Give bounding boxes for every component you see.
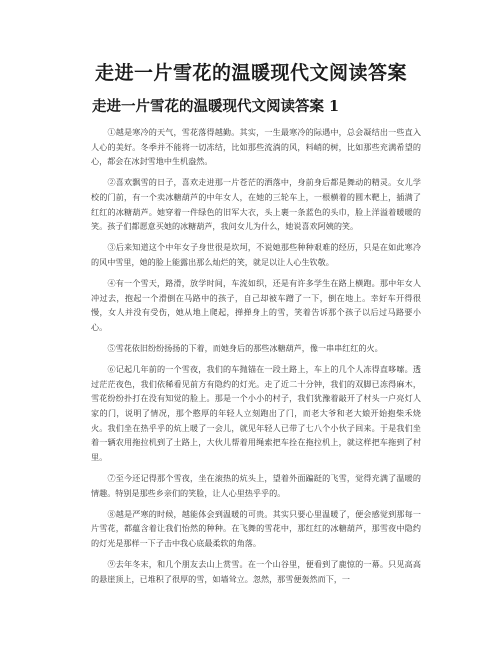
document-body: [91, 125, 421, 593]
paragraph-3: ③后来知道这个中年女子身世很是坎坷，不说她那些种种艰难的经历，只是在如此寒冷的风中雪里，她的脸上能露出那么灿烂的笑，就足以让人心生钦敬。: [91, 242, 421, 267]
paragraph-6: ⑥记起几年前的一个雪夜，我们的车抛锚在一段土路上，车上的几个人冻得直哆嗦。透过茫茫夜色，我们依稀看见前方有隐约的灯光。走了近二十分钟，我们的双脚已冻得麻木，雪花纷纷扑打在没有知觉的脸上。那是一个小小的村子，我们犹豫着敲开了村头一户亮灯人家的门，说明了情况，那个憨厚的年轻人立刻跑出了门，而老大爷和老大娘开始抱柴禾烧火。我们坐在热乎乎的炕上暖了一会儿，就见年轻人已带了七八个小伙子回来。于是我们坐着一辆农用拖拉机到了土路上，大伙儿帮着用绳索把车拴在拖拉机上，就这样把车拖到了村里。: [91, 364, 421, 462]
paragraph-1: ①越是寒冷的天气，雪花落得越勤。其实，一生最寒冷的际遇中，总会凝结出一些直入人心的美好。冬季并不能将一切冻结，比如那些流淌的风，料峭的树，比如那些充满希望的心，都会在冰封雪地中生机盎然。: [91, 127, 421, 167]
paragraph-7: ⑦至今还记得那个雪夜，坐在滚热的炕头上，望着外面蹁跹的飞雪，觉得充满了温暖的情趣。特别是那些乡亲们的笑脸，让人心里热乎乎的。: [91, 473, 421, 498]
document-title: 走进一片雪花的温暖现代文阅读答案: [94, 62, 407, 84]
section-heading: 走进一片雪花的温暖现代文阅读答案 1: [92, 98, 340, 115]
paragraph-5: ⑤雪花依旧纷纷扬扬的下着，而她身后的那些冰糖葫芦，像一串串红红的火。: [107, 343, 383, 354]
paragraph-9: ⑨去年冬末，和几个朋友去山上赏雪。在一个山谷里，便看到了鹿惊的一幕。只见高高的悬崖顶上，已堆积了很厚的雪，如墙耸立。忽然，那雪便轰然而下，一: [91, 559, 421, 584]
paragraph-8: ⑧越是严寒的时候，越能体会到温暖的可贵。其实只要心里温暖了，便会感觉到那每一片雪花，都蕴含着让我们怡然的种种。在飞舞的雪花中，那红红的冰糖葫芦，那雪夜中隐约的灯光是那样一下子击中我心底最柔软的角落。: [91, 508, 421, 548]
paragraph-4: ④有一个雪天，路滑，放学时间，车流如织，还是有许多学生在路上横跑。那中年女人冲过去，抱起一个滑倒在马路中的孩子，自己却被车蹭了一下，倒在地上。幸好车开得很慢，女人并没有受伤，她从地上爬起，掸掸身上的雪，笑着告诉那个孩子以后过马路要小心。: [91, 278, 421, 332]
paragraph-2: ②喜欢飘雪的日子，喜欢走进那一片苍茫的洒落中，身前身后都是舞动的精灵。女儿学校的门前，有一个卖冰糖葫芦的中年女人，在她的三轮车上，一根横着的圆木靶上，插满了红红的冰糖葫芦。她穿着一件绿色的旧军大衣，头上裹一条蓝色的头巾，脸上洋溢着暖暖的笑。孩子们都愿意买她的冰糖葫芦，我问女儿为什么，她说喜欢阿姨的笑。: [91, 177, 421, 232]
